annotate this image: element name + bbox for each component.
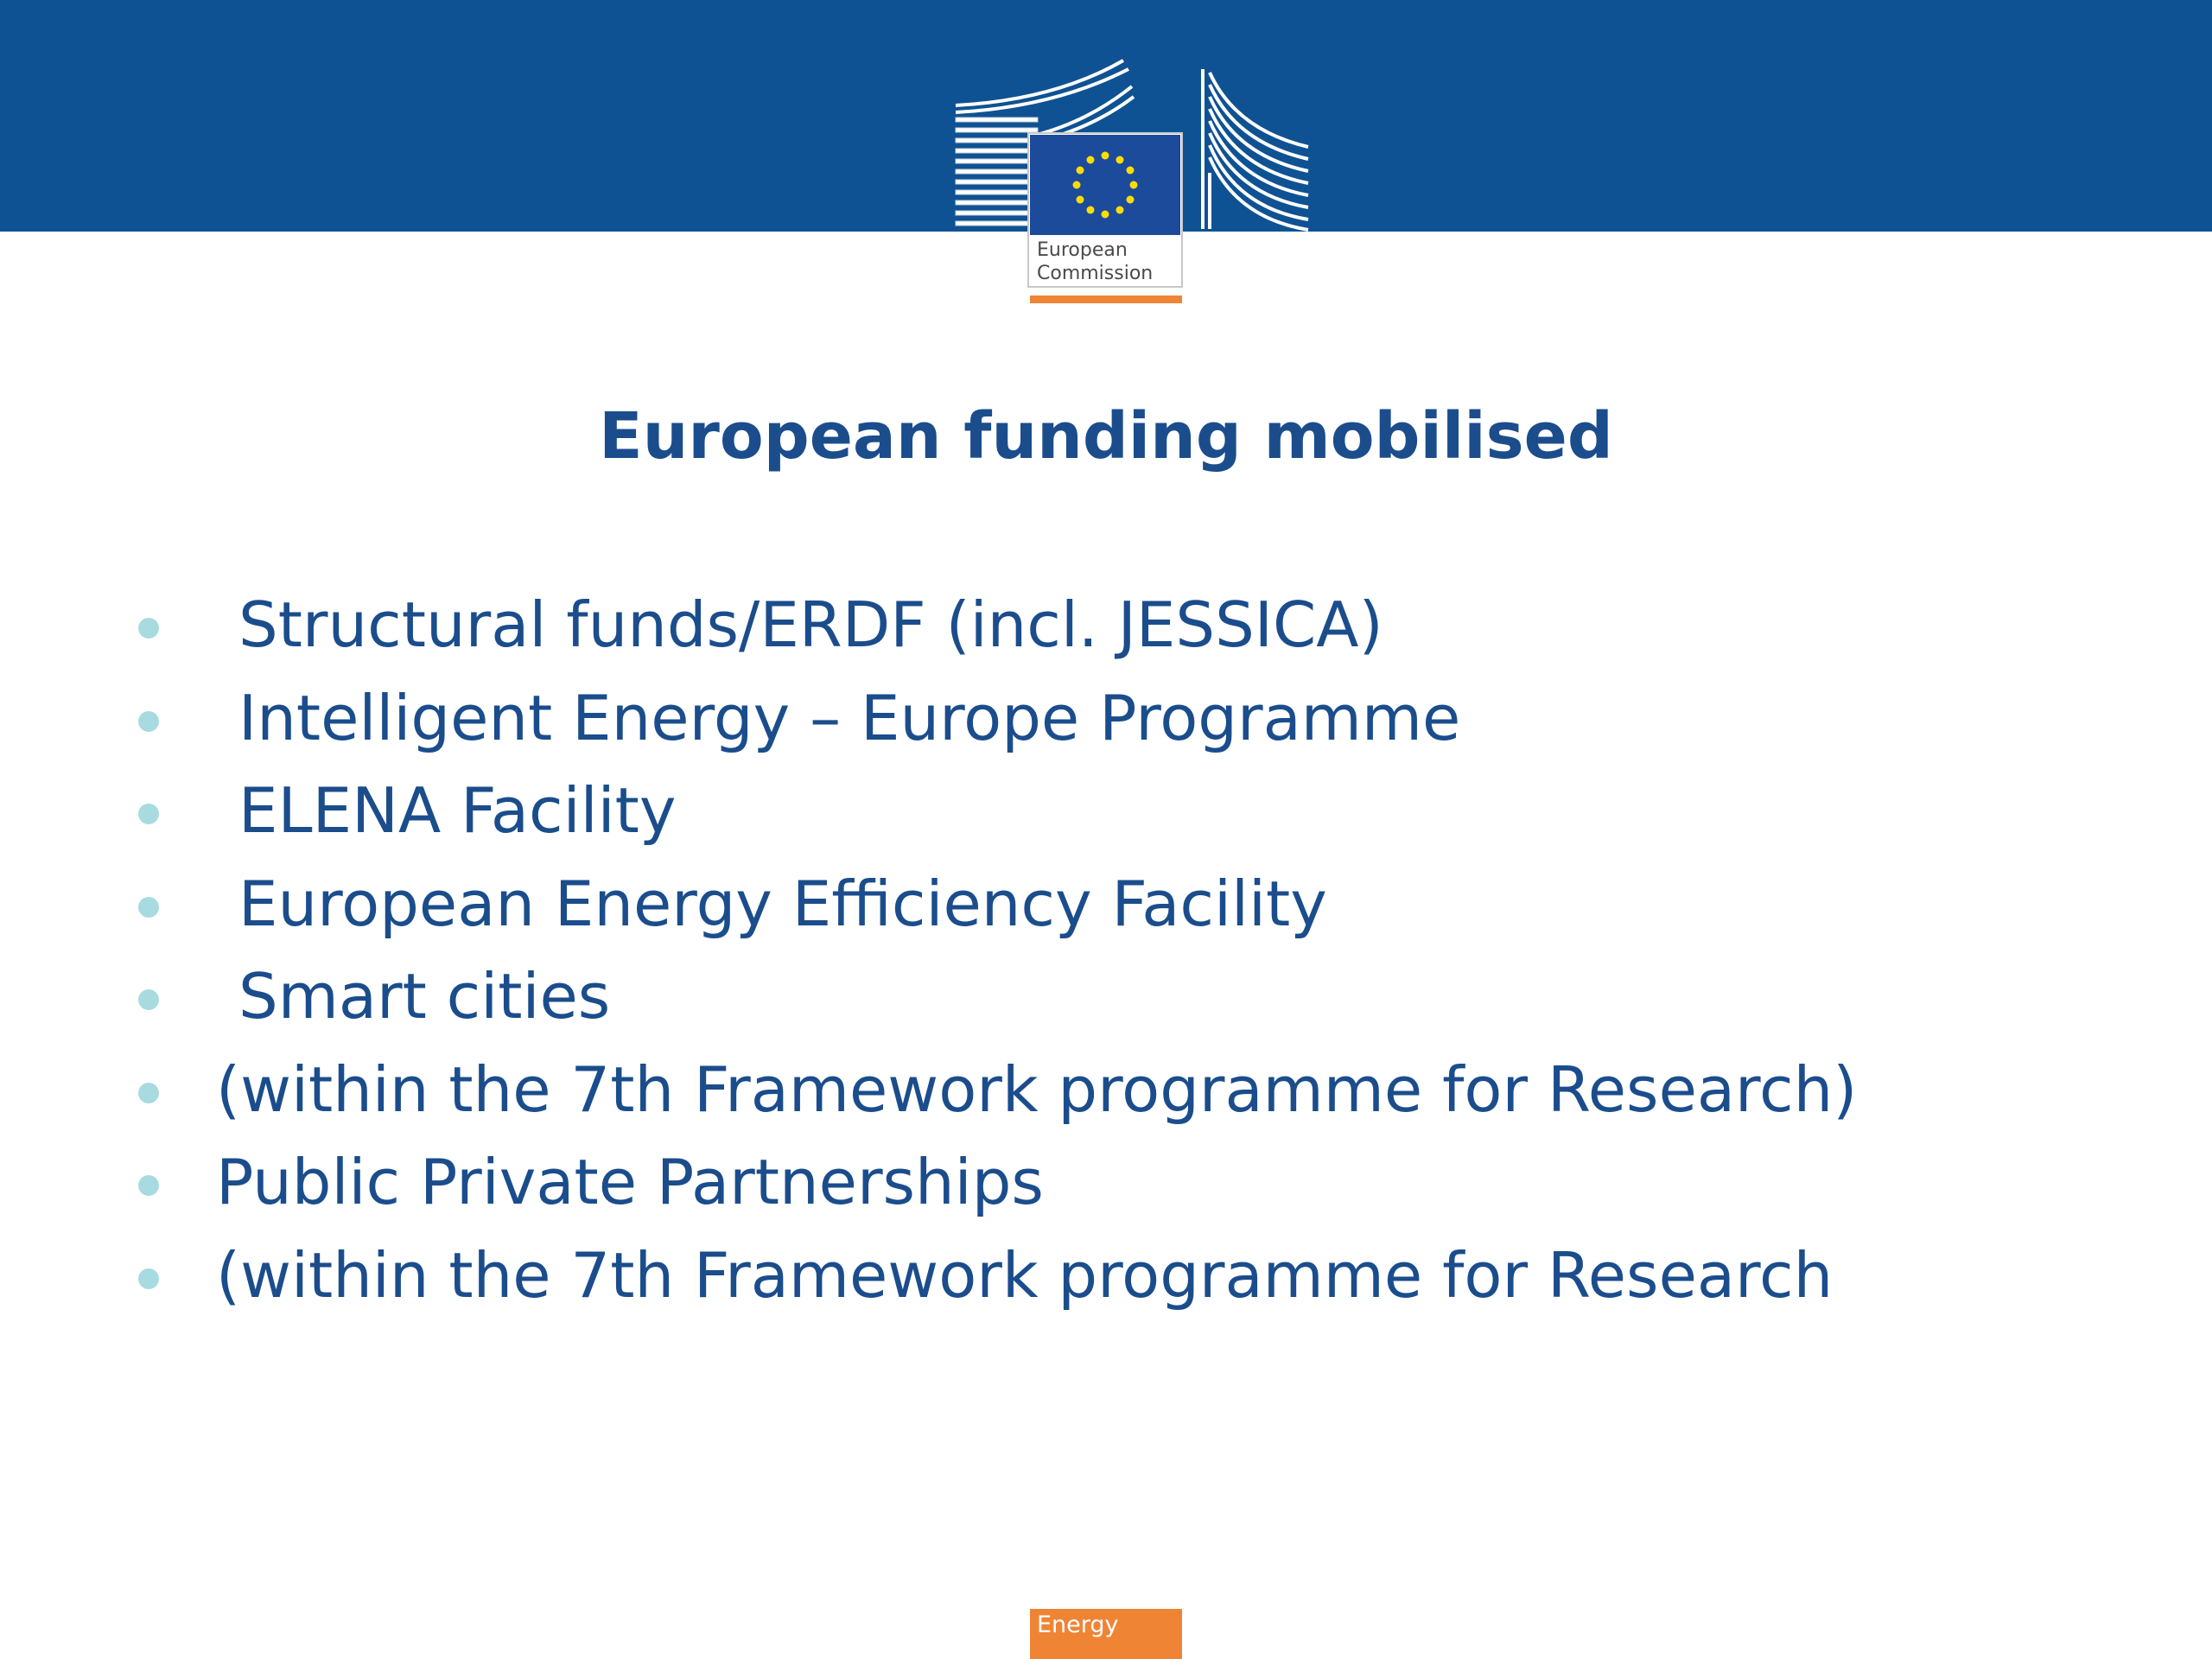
footer-energy-tag <box>1030 1609 1182 1659</box>
bullet-item <box>130 765 2117 858</box>
bullet-dot-icon <box>138 897 159 918</box>
bullet-dot-icon <box>138 711 159 732</box>
bullet-item <box>130 672 2117 766</box>
bullet-dot-icon <box>138 1175 159 1196</box>
bullet-dot-icon <box>138 804 159 824</box>
bullet-dot-icon <box>138 618 159 639</box>
bullet-dot-icon <box>138 1268 159 1289</box>
bullet-item <box>130 1230 2117 1323</box>
logo-line-commission: Commission <box>1037 263 1154 284</box>
bullet-text: European Energy Efficiency Facility <box>238 867 1327 940</box>
bullet-item <box>130 1136 2117 1230</box>
bullet-item <box>130 579 2117 672</box>
bullet-item <box>130 950 2117 1044</box>
bullet-text: Structural funds/ERDF (incl. JESSICA) <box>238 588 1383 661</box>
bullet-list <box>130 579 2117 1322</box>
european-commission-logo <box>950 52 1313 311</box>
bullet-text: (within the 7th Framework programme for Research) <box>216 1052 1858 1126</box>
bullet-dot-icon <box>138 989 159 1010</box>
footer-tag-label: Energy <box>1037 1611 1119 1638</box>
bullet-text: Intelligent Energy – Europe Programme <box>238 681 1461 754</box>
bullet-text: Smart cities <box>238 960 611 1033</box>
logo-line-european: European <box>1037 239 1128 261</box>
bullet-item <box>130 858 2117 951</box>
slide-title: European funding mobilised <box>599 399 1613 474</box>
bullet-text: ELENA Facility <box>238 774 677 847</box>
bullet-dot-icon <box>138 1083 159 1103</box>
bullet-text: (within the 7th Framework programme for Research <box>216 1238 1834 1312</box>
logo-wordmark <box>1037 238 1184 285</box>
bullet-item <box>130 1044 2117 1137</box>
bullet-text: Public Private Partnerships <box>216 1146 1044 1218</box>
